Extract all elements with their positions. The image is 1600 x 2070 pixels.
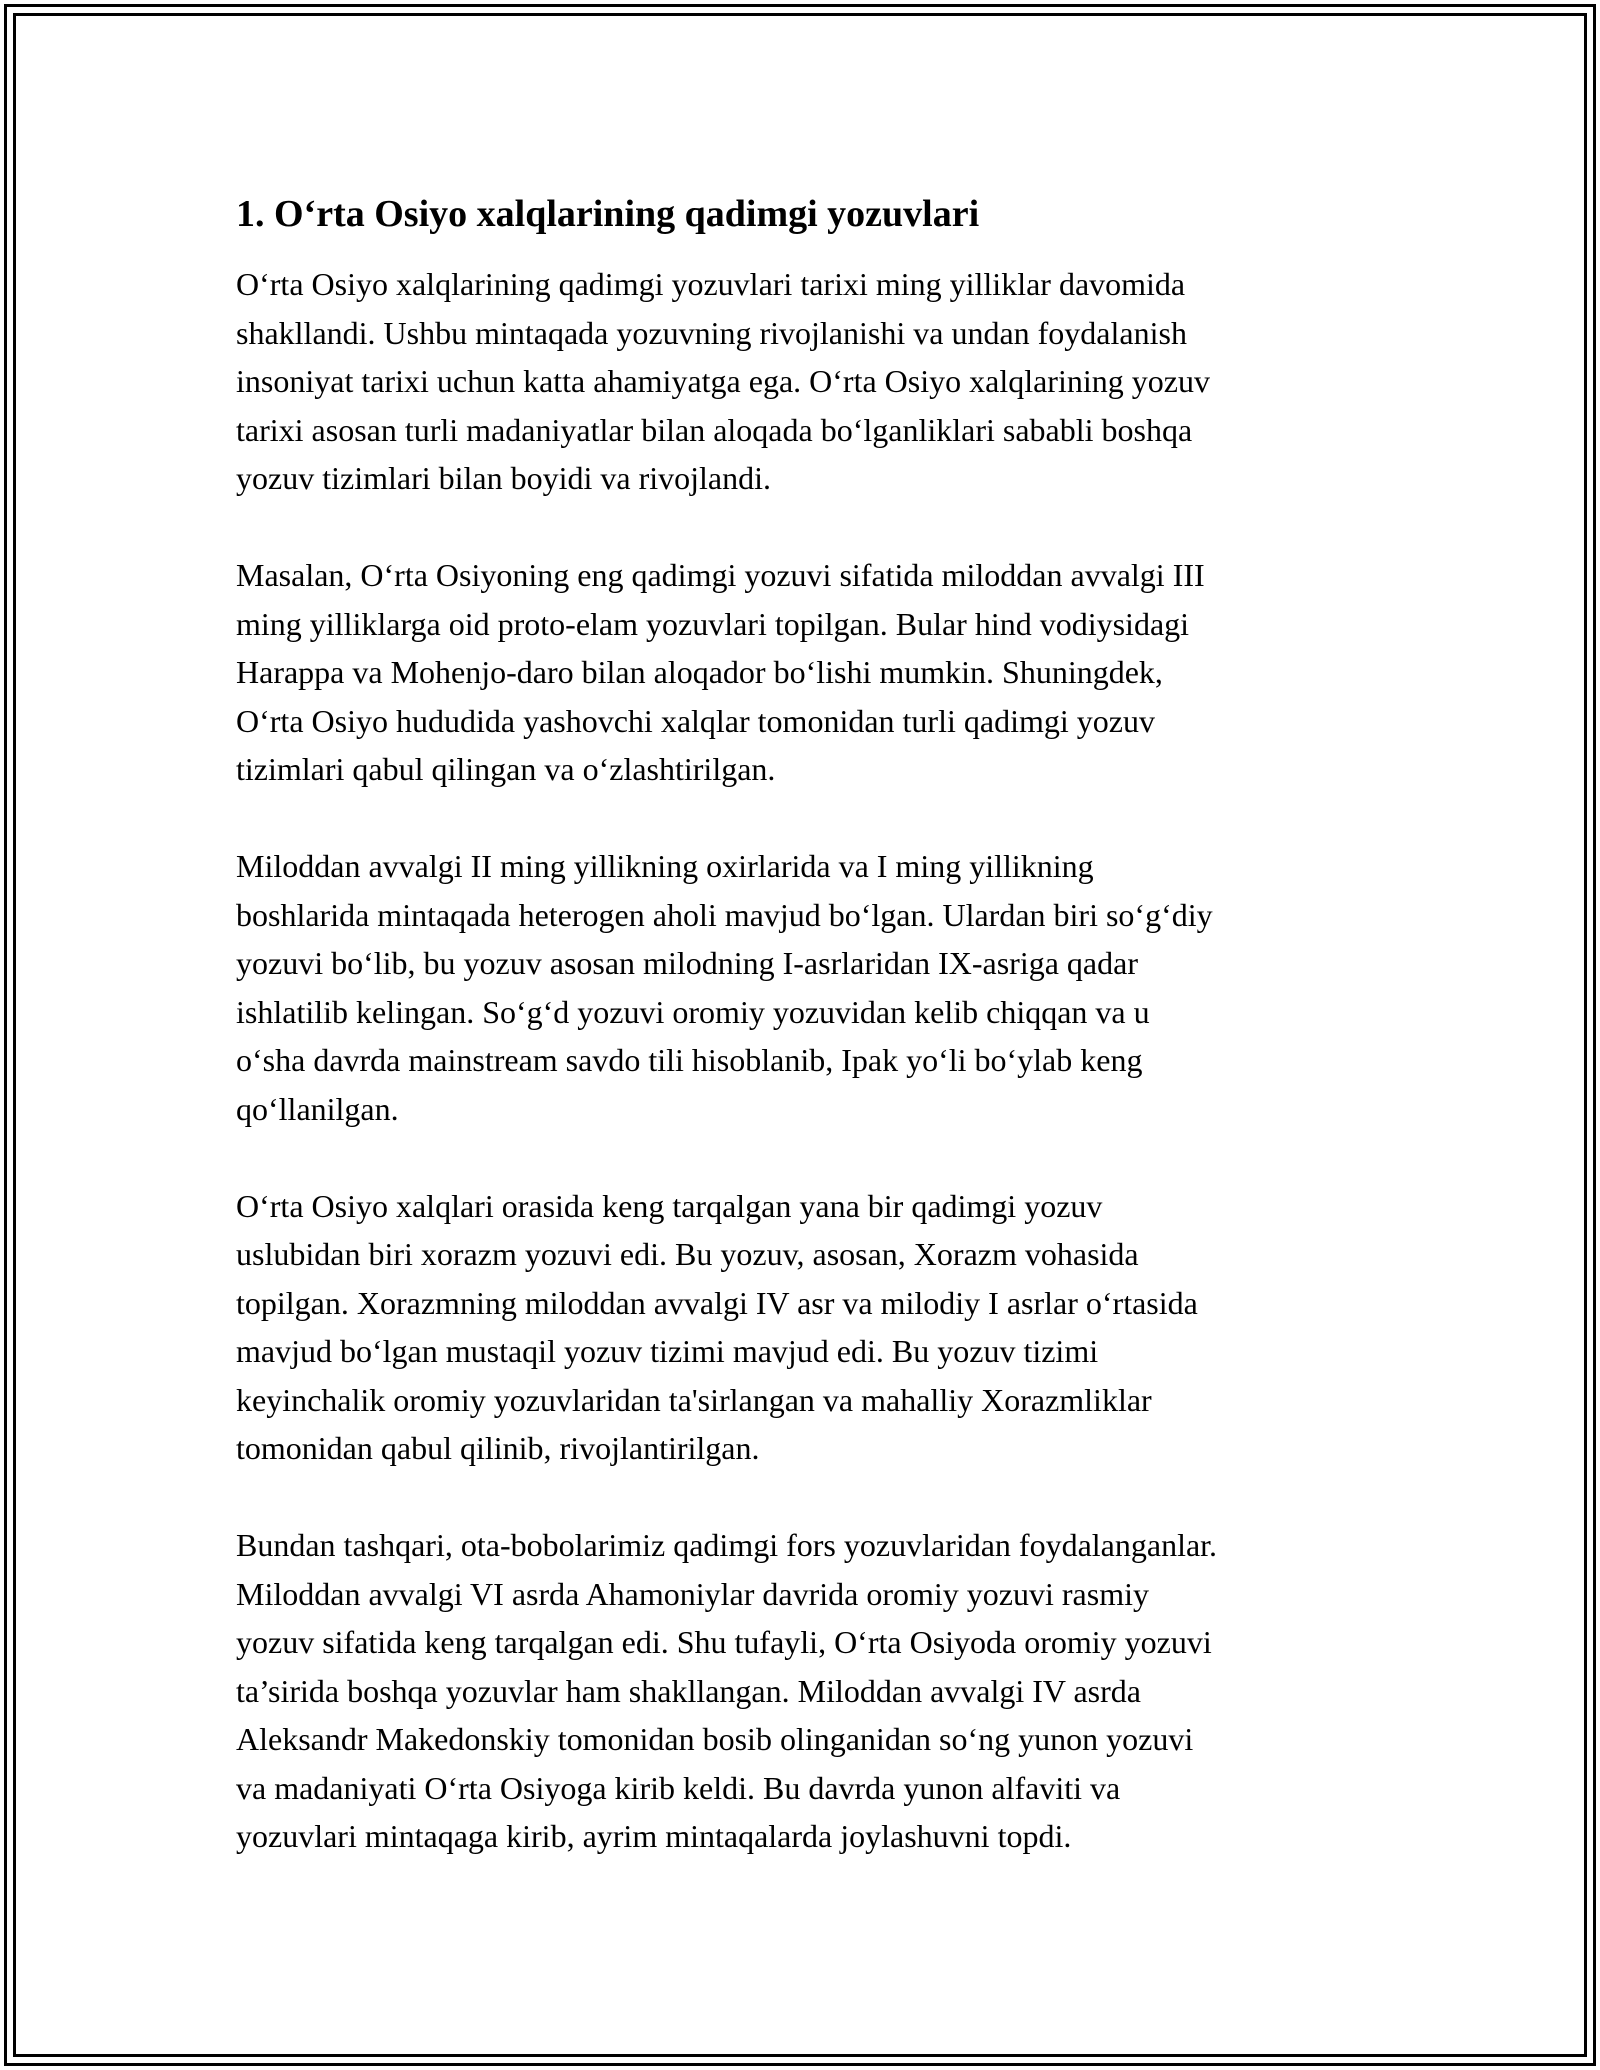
paragraph-line: o‘sha davrda mainstream savdo tili hisoblanib, Ipak yo‘li bo‘ylab keng bbox=[236, 1042, 1143, 1078]
paragraph-line: tarixi asosan turli madaniyatlar bilan aloqada bo‘lganliklari sababli boshqa bbox=[236, 411, 1193, 448]
paragraph-line: O‘rta Osiyo hududida yashovchi xalqlar tomonidan turli qadimgi yozuv bbox=[236, 702, 1155, 739]
paragraph-2 bbox=[236, 551, 1376, 794]
paragraph-line: O‘rta Osiyo xalqlarining qadimgi yozuvlari tarixi ming yilliklar davomida bbox=[236, 266, 1186, 302]
paragraph-line: shakllandi. Ushbu mintaqada yozuvning rivojlanishi va undan foydalanish bbox=[236, 314, 1187, 351]
paragraph-line: Aleksandr Makedonskiy tomonidan bosib olinganidan so‘ng yunon yozuvi bbox=[236, 1721, 1194, 1757]
paragraph-line: boshlarida mintaqada heterogen aholi mavjud bo‘lgan. Ulardan biri so‘g‘diy bbox=[236, 896, 1213, 933]
paragraph-line: yozuv sifatida keng tarqalgan edi. Shu tufayli, O‘rta Osiyoda oromiy yozuvi bbox=[236, 1624, 1212, 1660]
paragraph-line: yozuvi bo‘lib, bu yozuv asosan milodning I-asrlaridan IX-asriga qadar bbox=[236, 945, 1138, 981]
paragraph-line: O‘rta Osiyo xalqlari orasida keng tarqalgan yana bir qadimgi yozuv bbox=[236, 1187, 1103, 1224]
paragraph-line: qo‘llanilgan. bbox=[236, 1090, 399, 1127]
paragraph-1 bbox=[236, 260, 1376, 503]
paragraph-line: ishlatilib kelingan. So‘g‘d yozuvi oromiy yozuvidan kelib chiqqan va u bbox=[236, 993, 1150, 1030]
paragraph-3 bbox=[236, 842, 1376, 1133]
paragraph-line: Bundan tashqari, ota-bobolarimiz qadimgi fors yozuvlaridan foydalanganlar. bbox=[236, 1527, 1218, 1563]
paragraph-line: Miloddan avvalgi II ming yillikning oxirlarida va I ming yillikning bbox=[236, 848, 1094, 884]
paragraph-5 bbox=[236, 1521, 1376, 1861]
paragraph-line: mavjud bo‘lgan mustaqil yozuv tizimi mavjud edi. Bu yozuv tizimi bbox=[236, 1333, 1099, 1369]
paragraph-line: yozuv tizimlari bilan boyidi va rivojlandi. bbox=[236, 460, 771, 496]
paragraph-line: ming yilliklarga oid proto-elam yozuvlari topilgan. Bular hind vodiysidagi bbox=[236, 605, 1190, 642]
paragraph-line: uslubidan biri xorazm yozuvi edi. Bu yozuv, asosan, Xorazm vohasida bbox=[236, 1236, 1139, 1272]
paragraph-line: ta’sirida boshqa yozuvlar ham shakllangan. Miloddan avvalgi IV asrda bbox=[236, 1672, 1141, 1709]
paragraph-line: tizimlari qabul qilingan va o‘zlashtirilgan. bbox=[236, 751, 776, 787]
paragraph-line: insoniyat tarixi uchun katta ahamiyatga ega. O‘rta Osiyo xalqlarining yozuv bbox=[236, 363, 1210, 399]
paragraph-line: Masalan, O‘rta Osiyoning eng qadimgi yozuvi sifatida miloddan avvalgi III bbox=[236, 557, 1205, 593]
paragraph-line: va madaniyati O‘rta Osiyoga kirib keldi. Bu davrda yunon alfaviti va bbox=[236, 1769, 1121, 1806]
paragraph-line: keyinchalik oromiy yozuvlaridan ta'sirlangan va mahalliy Xorazmliklar bbox=[236, 1381, 1152, 1418]
paragraph-line: Miloddan avvalgi VI asrda Ahamoniylar davrida oromiy yozuvi rasmiy bbox=[236, 1575, 1149, 1612]
document-title: 1. O‘rta Osiyo xalqlarining qadimgi yozuvlari bbox=[236, 193, 980, 235]
paragraph-line: tomonidan qabul qilinib, rivojlantirilgan. bbox=[236, 1430, 760, 1466]
paragraph-line: topilgan. Xorazmning miloddan avvalgi IV asr va milodiy I asrlar o‘rtasida bbox=[236, 1284, 1198, 1321]
paragraph-4 bbox=[236, 1182, 1376, 1473]
document-body bbox=[236, 190, 1376, 1909]
paragraph-line: Harappa va Mohenjo-daro bilan aloqador bo‘lishi mumkin. Shuningdek, bbox=[236, 654, 1163, 690]
paragraph-line: yozuvlari mintaqaga kirib, ayrim mintaqalarda joylashuvni topdi. bbox=[236, 1818, 1072, 1854]
